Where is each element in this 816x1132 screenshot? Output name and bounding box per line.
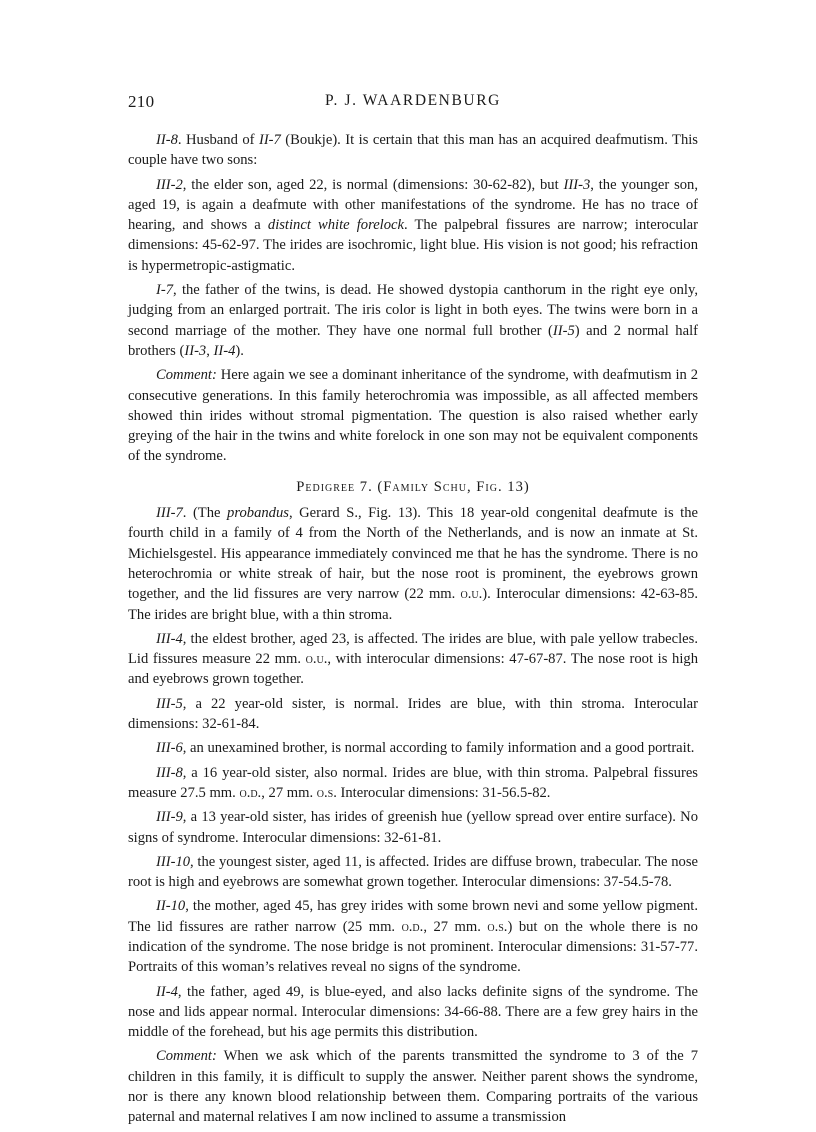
paragraph-comment-2: [128, 1046, 698, 1127]
text-run: , Gerard S., Fig. 13). This 18 year-old congenital deafmute is the fourth child in a family of 4 from the North of the Netherlands, and is now an inmate at St. Michielsgestel. His appearance immediately convinced me that he has the syndrome. There is no heterochromia or white streak of hair, but the nose root is prominent, the eyebrows grown together, and the lid fissures are very narrow (22 mm.: [128, 505, 698, 603]
paragraph-iii-9: [128, 807, 698, 848]
pedigree-id: II-8: [156, 132, 178, 148]
text-run: ,: [206, 342, 214, 359]
text-run: ) and 2 normal half brothers (: [128, 322, 698, 359]
pedigree-id: II-10: [156, 898, 186, 915]
pedigree-id: III-2: [156, 176, 183, 193]
pedigree-id: III-9: [156, 809, 183, 826]
abbreviation: o.s.: [487, 918, 508, 935]
text-run: ). Interocular dimensions: 42-63-85. The irides are bright blue, with a thin stroma.: [128, 586, 699, 623]
pedigree-id: II-4: [156, 983, 178, 1000]
text-run: , an unexamined brother, is normal according to family information and a good portrait.: [182, 740, 695, 757]
text-run: , with interocular dimensions: 47-67-87. The nose root is high and eyebrows grown together.: [128, 651, 698, 688]
text-run: . The palpebral fissures are narrow; interocular dimensions: 45-62-97. The irides are isochromic, light blue. His vision is not good; his refraction is hypermetropic-astigmatic.: [128, 217, 699, 274]
section-heading: Pedigree 7. (Family Schu, Fig. 13): [296, 478, 530, 495]
paragraph-ii-10: [128, 896, 698, 977]
pedigree-ref: III-3: [563, 176, 591, 193]
abbreviation: o.u.: [460, 586, 483, 603]
paragraph-iii-6: [128, 738, 698, 758]
text-run: , 27 mm.: [261, 784, 317, 801]
abbreviation: o.d.: [239, 784, 262, 801]
text-run: . (The: [182, 505, 228, 522]
text-run: , the mother, aged 45, has grey irides with some brown nevi and some yellow pigment. The lid fissures are rather narrow (25 mm.: [128, 898, 698, 935]
pedigree-ref: II-7: [258, 132, 281, 148]
paragraph-ii-8: [128, 130, 698, 171]
text-run: When we ask which of the parents transmitted the syndrome to 3 of the 7 children in this family, it is difficult to supply the answer. Neither parent shows the syndrome, nor is there any known blood relationship between them. Comparing portraits of the various paternal and maternal relatives I am now inclined to assume a transmission: [128, 1048, 698, 1126]
paragraph-ii-4: [128, 982, 698, 1043]
text-run: , the elder son, aged 22, is normal (dimensions: 30-62-82), but: [182, 176, 564, 193]
text-run: , the youngest sister, aged 11, is affected. Irides are diffuse brown, trabecular. The nose root is high and eyebrows are somewhat grown together. Interocular dimensions: 37-54.5-78.: [128, 853, 698, 891]
text-run: , a 22 year-old sister, is normal. Irides are blue, with thin stroma. Interocular dimensions: 32-61-84.: [128, 695, 698, 733]
text-run: , the father, aged 49, is blue-eyed, and also lacks definite signs of the syndrome. The nose and lids appear normal. Interocular dimensions: 34-66-88. There are a few grey hairs in the middle of the forehead, but his age permits this distribution.: [128, 983, 698, 1041]
abbreviation: o.d.: [401, 918, 424, 935]
text-run: , the eldest brother, aged 23, is affected. The irides are blue, with pale yellow trabecles. Lid fissures measure 22 mm.: [128, 630, 698, 668]
text-run: , the younger son, aged 19, is again a deafmute with other manifestations of the syndrome. He has no trace of hearing, and shows a: [128, 176, 698, 234]
pedigree-id: III-10: [156, 853, 191, 870]
comment-label: Comment:: [156, 367, 217, 384]
emphasis: distinct white forelock: [267, 217, 404, 234]
text-run: ).: [235, 342, 244, 359]
pedigree-id: III-5: [156, 695, 183, 712]
text-run: , a 13 year-old sister, has irides of greenish hue (yellow spread over entire surface). No signs of syndrome. Interocular dimensions: 32-61-81.: [128, 809, 698, 846]
article-body: [128, 130, 698, 1132]
pedigree-ref: II-5: [552, 322, 575, 339]
running-title: P. J. WAARDENBURG: [325, 92, 501, 109]
paragraph-iii-5: [128, 694, 698, 735]
running-header: [128, 92, 698, 116]
paragraph-iii-10: [128, 852, 698, 893]
paragraph-i-7: [128, 280, 698, 361]
page-number: 210: [128, 92, 155, 111]
pedigree-ref: II-3: [184, 342, 207, 359]
abbreviation: o.u.: [305, 651, 328, 668]
pedigree-id: III-6: [156, 740, 183, 757]
comment-label: Comment:: [156, 1048, 217, 1065]
paragraph-comment-1: [128, 365, 698, 466]
pedigree-id: III-7: [156, 505, 183, 522]
text-run: , 27 mm.: [423, 918, 488, 935]
paragraph-iii-2: [128, 175, 698, 276]
paragraph-iii-4: [128, 629, 698, 690]
text-run: , the father of the twins, is dead. He showed dystopia canthorum in the right eye only, judging from an enlarged portrait. The iris color is light in both eyes. The twins were born in a second marriage of the mother. They have one normal full brother (: [128, 282, 698, 339]
text-run: ) but on the whole there is no indication of the syndrome. The nose bridge is not prominent. Interocular dimensions: 31-57-77. Portraits of this woman’s relatives reveal no signs of the syndrome.: [128, 918, 698, 976]
pedigree-id: I-7: [156, 282, 174, 299]
pedigree-ref: II-4: [213, 342, 236, 359]
paragraph-iii-7: [128, 503, 698, 625]
text-run: Interocular dimensions: 31-56.5-82.: [336, 784, 551, 801]
pedigree-id: III-8: [156, 764, 183, 781]
pedigree-id: III-4: [156, 630, 183, 647]
text-run: Here again we see a dominant inheritance of the syndrome, with deafmutism in 2 consecutive generations. In this family heterochromia was impossible, as all affected members showed thin irides without stromal pigmentation. The question is also raised whether early greying of the hair in the twins and white forelock in one son may not be equivalent components of the syndrome.: [128, 367, 698, 465]
paragraph-iii-8: [128, 763, 698, 804]
text-run: (Boukje). It is certain that this man has an acquired deafmutism. This couple have two sons:: [128, 132, 698, 169]
text-run: , a 16 year-old sister, also normal. Irides are blue, with thin stroma. Palpebral fissures measure 27.5 mm.: [128, 764, 698, 801]
text-run: . Husband of: [177, 132, 259, 148]
emphasis: probandus: [227, 505, 289, 522]
abbreviation: o.s.: [316, 784, 337, 801]
